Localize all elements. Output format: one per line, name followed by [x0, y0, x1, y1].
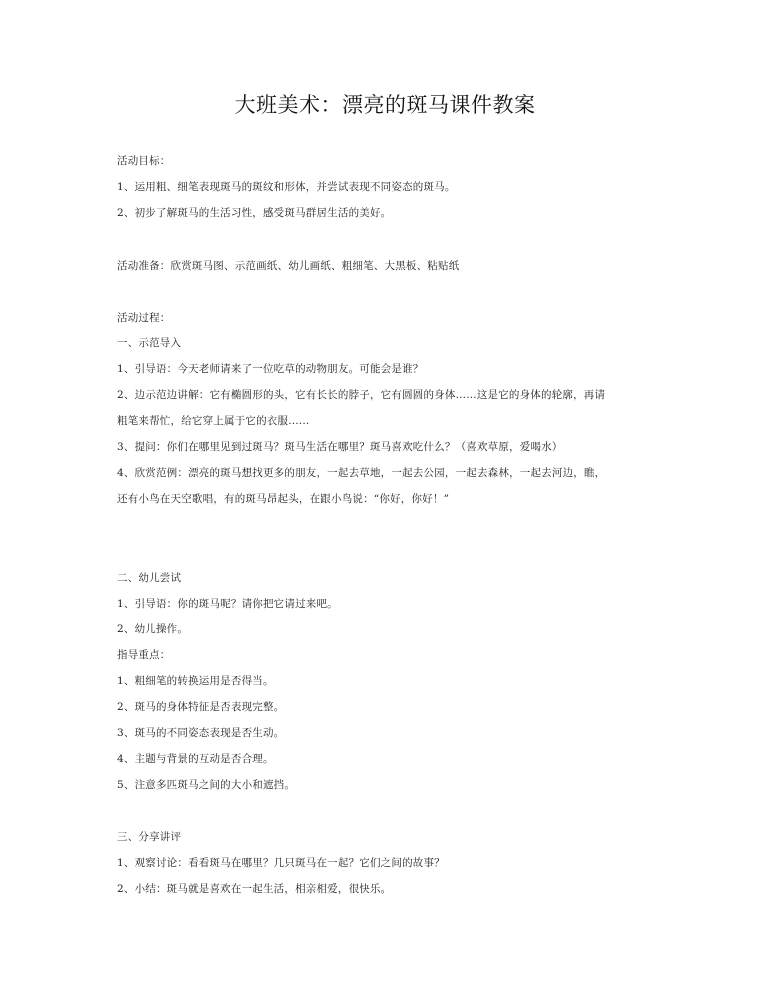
guidance-item-2: 2、斑马的身体特征是否表现完整。 — [117, 701, 285, 713]
preparation-line — [117, 259, 657, 273]
section1-heading: 一、示范导入 — [117, 337, 182, 349]
document-title: 大班美术：漂亮的斑马课件教案 — [234, 93, 536, 117]
goals-heading: 活动目标： — [117, 155, 171, 167]
section1-line-5: 4、欣赏范例：漂亮的斑马想找更多的朋友，一起去草地，一起去公园，一起去森林，一起去河边，瞧， — [117, 467, 606, 479]
guidance-item-1: 1、粗细笔的转换运用是否得当。 — [117, 675, 274, 687]
preparation-text: 欣赏斑马图、示范画纸、幼儿画纸、粗细笔、大黑板、粘贴纸 — [170, 260, 460, 272]
section2-heading: 二、幼儿尝试 — [117, 572, 182, 584]
process-heading: 活动过程： — [117, 312, 171, 324]
section1-line-6: 还有小鸟在天空歌唱，有的斑马昂起头，在跟小鸟说：“你好，你好！” — [117, 493, 450, 505]
section3-heading: 三、分享讲评 — [117, 831, 182, 843]
guidance-heading: 指导重点： — [117, 649, 171, 661]
goal-item-1: 1、运用粗、细笔表现斑马的斑纹和形体，并尝试表现不同姿态的斑马。 — [117, 181, 456, 193]
guidance-item-3: 3、斑马的不同姿态表现是否生动。 — [117, 727, 285, 739]
section1-line-3: 粗笔来帮忙，给它穿上属于它的衣服...... — [117, 415, 310, 427]
section1-line-4: 3、提问：你们在哪里见到过斑马？斑马生活在哪里？斑马喜欢吃什么？（喜欢草原，爱喝水） — [117, 441, 563, 453]
guidance-item-4: 4、主题与背景的互动是否合理。 — [117, 753, 274, 765]
section2-line-1: 1、引导语：你的斑马呢？请你把它请过来吧。 — [117, 598, 338, 610]
section3-line-1: 1、观察讨论：看看斑马在哪里？几只斑马在一起？它们之间的故事？ — [117, 857, 445, 869]
section1-line-1: 1、引导语：今天老师请来了一位吃草的动物朋友。可能会是谁？ — [117, 363, 424, 375]
goal-item-2: 2、初步了解斑马的生活习性，感受斑马群居生活的美好。 — [117, 207, 392, 219]
guidance-item-5: 5、注意多匹斑马之间的大小和遮挡。 — [117, 779, 296, 791]
section2-line-2: 2、幼儿操作。 — [117, 623, 189, 635]
preparation-label: 活动准备： — [117, 260, 171, 272]
section1-line-2: 2、边示范边讲解：它有椭圆形的头，它有长长的脖子，它有圆圆的身体......这是它的身体的轮廓，再请 — [117, 389, 606, 401]
section3-line-2: 2、小结：斑马就是喜欢在一起生活，相亲相爱，很快乐。 — [117, 883, 392, 895]
